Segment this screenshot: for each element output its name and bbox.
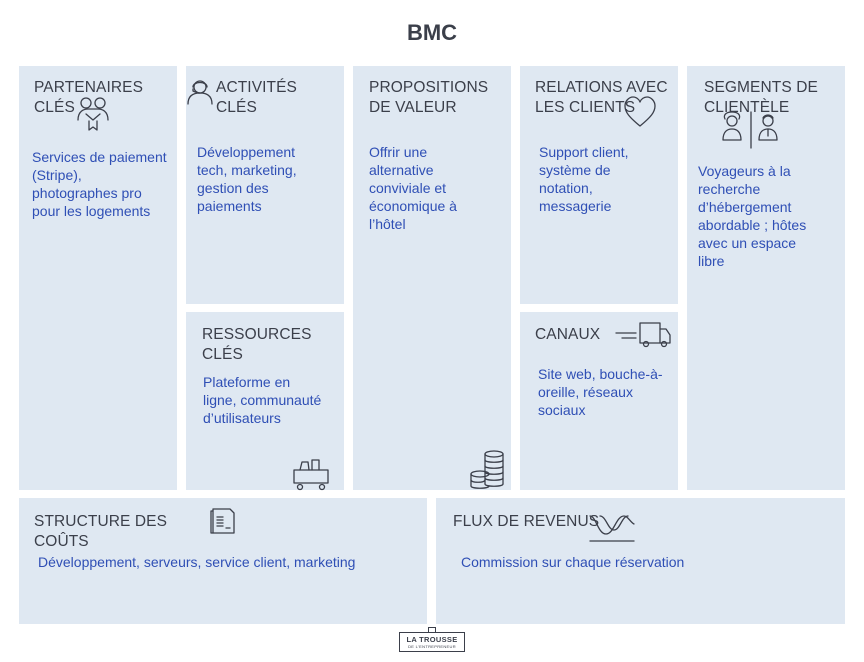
logo-line1: LA TROUSSE xyxy=(406,635,458,644)
key-resources-heading: RESSOURCES CLÉS xyxy=(202,326,312,363)
value-propositions-heading: PROPOSITIONS DE VALEUR xyxy=(369,79,489,116)
key-activities-text: Développement tech, marketing, gestion des paiements xyxy=(197,144,297,214)
key-partners-text: Services de paiement (Stripe), photographes pro pour les logements xyxy=(32,149,167,219)
block-value-propositions xyxy=(353,66,511,490)
truck-icon xyxy=(614,321,672,349)
customer-segments-heading: SEGMENTS DE CLIENTÈLE xyxy=(704,79,818,116)
canvas-title: BMC xyxy=(406,20,458,45)
revenue-streams-text: Commission sur chaque réservation xyxy=(461,554,685,570)
customer-relationships-text: Support client, système de notation, messagerie xyxy=(539,144,629,214)
logo-line2: DE L’ENTREPRENEUR xyxy=(408,644,456,649)
customer-segments-text: Voyageurs à la recherche d’hébergement abordable ; hôtes avec un espace libre xyxy=(698,163,807,269)
invoice-icon xyxy=(210,507,236,535)
revenue-streams-heading: FLUX DE REVENUS xyxy=(453,513,600,530)
key-activities-heading: ACTIVITÉS CLÉS xyxy=(216,79,297,116)
heart-icon xyxy=(624,96,656,128)
cart-icon xyxy=(292,458,332,490)
customer-relationships-heading: RELATIONS AVEC LES CLIENTS xyxy=(535,79,668,116)
coins-stack-icon xyxy=(469,450,507,490)
partners-handshake-icon xyxy=(76,96,110,132)
channels-text: Site web, bouche-à-oreille, réseaux sociaux xyxy=(538,366,663,418)
la-trousse-logo xyxy=(399,632,465,652)
revenue-wave-icon xyxy=(588,512,636,544)
headset-icon xyxy=(186,78,214,106)
key-resources-text: Plateforme en ligne, communauté d’utilisateurs xyxy=(203,374,322,426)
key-partners-heading: PARTENAIRES CLÉS xyxy=(34,79,144,116)
cost-structure-text: Développement, serveurs, service client, marketing xyxy=(38,554,356,570)
channels-heading: CANAUX xyxy=(535,326,601,343)
cost-structure-heading: STRUCTURE DES COÛTS xyxy=(34,513,168,550)
customers-icon xyxy=(720,110,782,150)
value-propositions-text: Offrir une alternative conviviale et économique à l’hôtel xyxy=(369,144,457,232)
